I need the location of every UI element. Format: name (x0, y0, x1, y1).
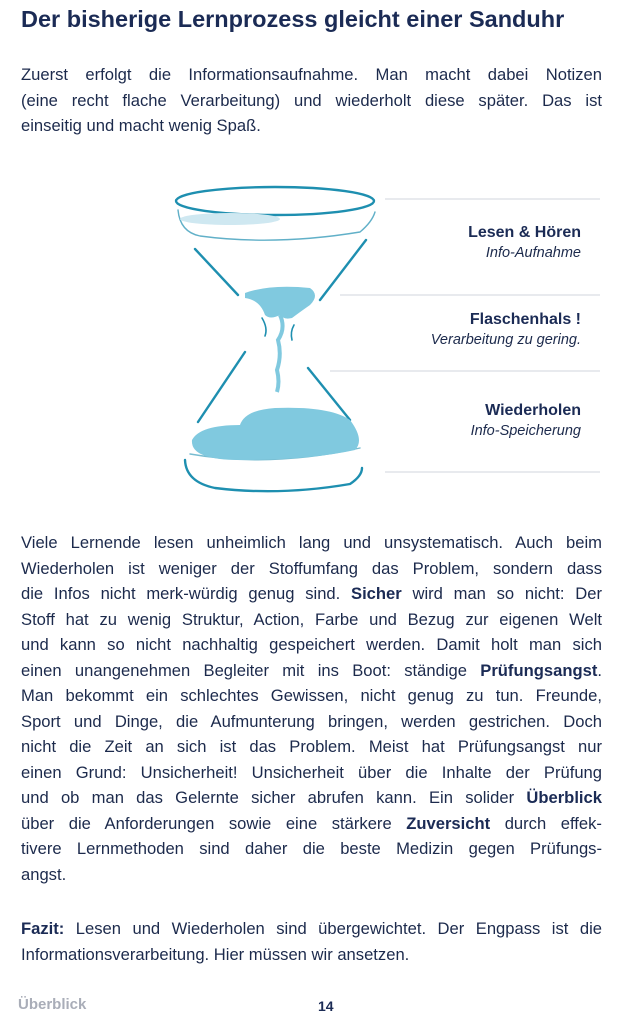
label-bottleneck (431, 309, 581, 351)
body-paragraph (21, 530, 602, 887)
text: einen unangenehmen Begleiter mit ins Boot: ständige (21, 660, 467, 680)
label-reading (468, 222, 581, 264)
hourglass-bottom-rim (185, 460, 362, 491)
bold-term: Überblick (526, 788, 602, 807)
hourglass-illustration (160, 170, 420, 500)
upper-sand (245, 287, 315, 319)
text: über die Anforderungen sowie eine stärkere (21, 813, 392, 833)
falling-sand (277, 315, 283, 392)
text: die Infos nicht merk-würdig genug sind. (21, 584, 341, 603)
label-sub: Verarbeitung zu gering. (430, 332, 581, 348)
text-line: Man bekommt ein schlechtes Gewissen, nicht genug zu tun. Freunde, (21, 686, 602, 705)
footer-section: Überblick (18, 996, 87, 1013)
glass-line (320, 240, 366, 300)
page-number: 14 (318, 998, 334, 1014)
bold-term: Sicher (351, 584, 402, 603)
glass-line (198, 352, 245, 422)
text-line: angst. (21, 864, 67, 884)
text-line: (eine recht flache Verarbeitung) und wiederholt diese später. Das ist (21, 90, 602, 110)
text: durch effek- (504, 813, 602, 833)
text-line (21, 785, 602, 811)
bold-term: Zuversicht (406, 813, 491, 833)
intro-paragraph (21, 62, 602, 139)
text-line: einen Grund: Unsicherheit! Unsicherheit über die Inhalte der Prüfung (21, 762, 602, 782)
text-line (21, 581, 602, 607)
text: Lesen und Wiederholen sind übergewichtet. Der Engpass ist die (75, 919, 602, 938)
text-line: und kann so nicht nachhaltig gespeichert werden. Damit holt man sich (21, 635, 602, 654)
text-line: einseitig und macht wenig Spaß. (21, 116, 261, 135)
text-line: Informationsverarbeitung. Hier müssen wir ansetzen. (21, 944, 410, 964)
text-line (21, 916, 602, 942)
label-heading: Flaschenhals ! (469, 311, 581, 328)
label-heading: Wiederholen (485, 402, 581, 419)
conclusion-label: Fazit: (21, 919, 65, 938)
text-line: Viele Lernende lesen unheimlich lang und unsystematisch. Auch beim (21, 533, 602, 552)
page-title: Der bisherige Lernprozess gleicht einer Sanduhr (21, 6, 565, 32)
text: wird man so nicht: Der (412, 584, 602, 603)
text-line: nicht die Zeit an sich ist das Problem. Meist hat Prüfungsangst nur (21, 737, 602, 756)
text-line (21, 658, 602, 684)
label-repeating (471, 400, 581, 442)
divider (385, 471, 600, 473)
label-sub: Info-Speicherung (470, 423, 581, 439)
text: . (597, 660, 602, 680)
bold-term: Prüfungsangst (480, 660, 598, 680)
label-heading: Lesen & Hören (468, 224, 581, 241)
text-line: tivere Lernmethoden sind daher die beste Medizin gegen Prüfungs- (21, 839, 602, 858)
text-line: Zuerst erfolgt die Informationsaufnahme. Man macht dabei Notizen (21, 65, 602, 84)
text-line: Wiederholen ist weniger der Stoffumfang das Problem, sondern dass (21, 558, 602, 578)
text-line: Sport und Dinge, die Aufmunterung bringen, werden gestrichen. Doch (21, 711, 602, 731)
divider (330, 370, 600, 372)
divider (385, 198, 600, 200)
lower-sand (192, 408, 359, 460)
conclusion-paragraph (21, 916, 602, 967)
hourglass-top-rim (176, 187, 374, 215)
glass-line (195, 249, 238, 295)
text-line (21, 811, 602, 837)
divider (340, 294, 600, 296)
label-sub: Info-Aufnahme (485, 245, 581, 261)
text-line: Stoff hat zu wenig Struktur, Action, Farbe und Bezug zur eigenen Welt (21, 609, 602, 629)
text: und ob man das Gelernte sicher abrufen kann. Ein solider (21, 788, 515, 807)
